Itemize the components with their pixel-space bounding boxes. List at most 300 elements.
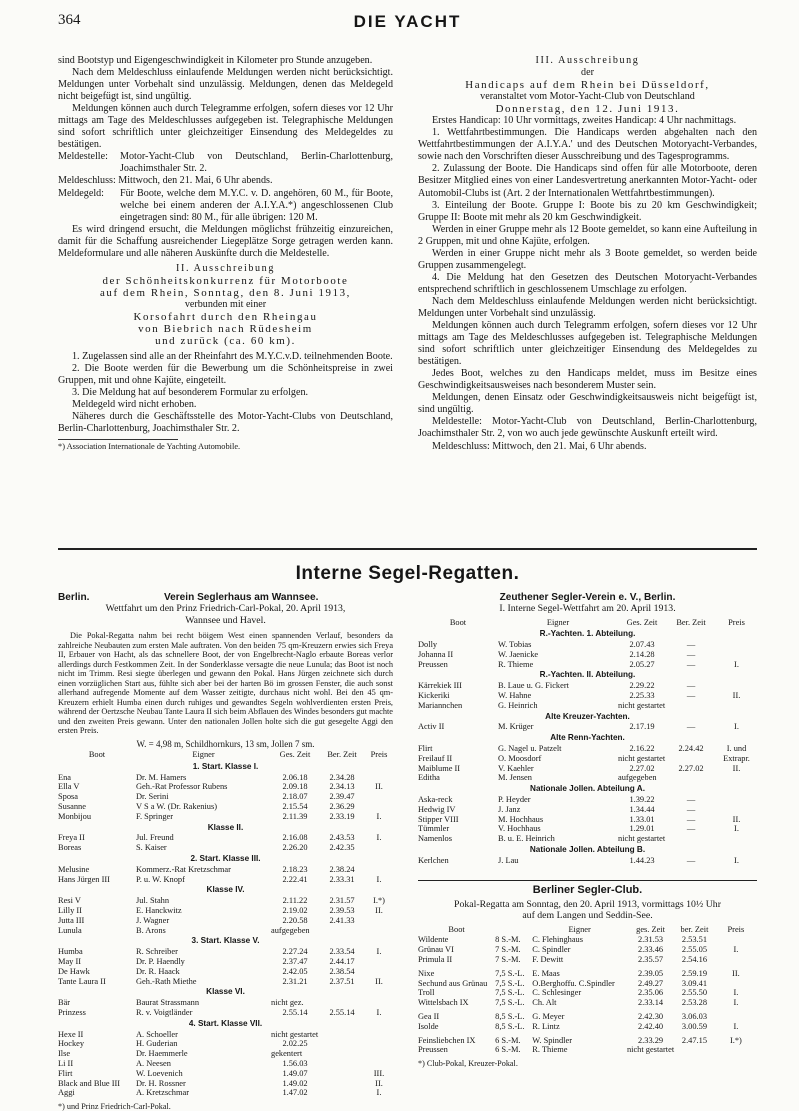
table-row [58,906,393,916]
owner-name: R. Thieme [498,659,534,669]
paragraph: 4. Die Meldung hat den Gesetzen des Deutschen Motoryacht-Verbandes entsprechend schriftlich in geschlossenem Umschlage zu erfolgen. [418,271,757,295]
total-time: nicht gestartet [271,1029,319,1039]
total-time: 2.16.22 [629,744,655,754]
table-row [58,843,393,853]
corrected-time [319,1059,365,1069]
corrected-time: 2.53.28 [681,998,708,1008]
class-label: Alte Kreuzer-Yachten. [545,711,630,721]
corrected-time [666,834,716,844]
table-row [58,792,393,802]
owner-name: E. Maas [532,968,560,978]
class-heading [418,669,757,681]
prize: I. [733,998,739,1008]
class-label: 1. Start. Klasse I. [192,761,259,771]
boat-name: Johanna II [418,649,454,659]
paragraph: Nach dem Meldeschluss einlaufende Meldungen werden nicht berücksichtigt. Meldungen unter Vorbehalt sind unzulässig. [418,295,757,319]
total-time: 1.47.02 [282,1088,308,1098]
corrected-time: 2.33.19 [329,811,355,821]
prize [365,1049,393,1059]
total-time: 2.14.28 [629,649,655,659]
table-row [418,795,757,805]
owner-name: J. Lau [498,855,519,865]
prize: II. [732,814,741,824]
prize: I. und [726,744,747,754]
prize [715,935,757,945]
boat-class: 8,5 S.-L. [495,1012,525,1021]
corrected-time: — [686,855,696,865]
table-row [418,998,757,1008]
table-row [58,947,393,957]
total-time: 2.16.08 [282,833,308,843]
corrected-time: 2.59.19 [681,968,708,978]
owner-name: W. Jaenicke [498,649,539,659]
main-heading: Interne Segel-Regatten. [295,563,520,584]
table-row [418,754,757,764]
total-time: 1.49.02 [282,1078,308,1088]
total-time: 2.25.33 [629,691,655,701]
total-time: 2.35.06 [637,988,664,998]
total-time: 2.27.24 [282,947,308,957]
prize: I. [734,722,739,732]
prize: I. [376,833,382,843]
boat-name: Wittelsbach IX [418,998,469,1008]
owner-name: P. Heyder [498,795,531,805]
paragraph: Näheres durch die Geschäftsstelle des Motor-Yacht-Clubs von Deutschland, Berlin-Charlottenburg, Joachimsthaler Str. 2. [58,411,393,435]
class-heading [58,853,393,865]
table-row [418,856,757,866]
total-time: gekentert [271,1049,303,1059]
corrected-time: — [686,804,696,814]
prize: I. [376,1088,382,1098]
prize [716,773,757,783]
section-divider [58,548,757,550]
total-time: 2.29.22 [629,681,655,691]
total-time: 1.39.22 [629,795,655,805]
boat-name: Dolly [418,640,438,650]
class-label: 4. Start. Klasse VII. [188,1018,263,1028]
boat-name: Editha [418,773,440,783]
total-time: nicht gestartet [618,753,666,763]
footnote-rule [58,439,178,440]
race-subtitle: I. Interne Segel-Wettfahrt am 20. April 1913. [499,603,676,614]
corrected-time: 2.33.31 [329,874,355,884]
class-heading [58,935,393,947]
owner-name: W. Hahne [498,691,532,701]
table-row [418,744,757,754]
section-line: Donnerstag, den 12. Juni 1913. [495,103,680,116]
total-time: 2.20.58 [282,915,308,925]
boat-name: Isolde [418,1021,439,1031]
corrected-time [319,1049,365,1059]
prize [715,955,757,965]
corrected-time: 2.55.14 [329,1007,355,1017]
boat-name: Freilauf II [418,753,453,763]
prize [365,792,393,802]
prize: II. [375,905,383,915]
corrected-time: 2.53.51 [681,935,708,945]
column-header: Preis [370,750,388,760]
corrected-time: — [686,814,696,824]
club-heading [58,592,393,603]
owner-name: O.Berghoffu. C.Spindler [532,978,615,988]
prize: II. [732,763,741,773]
owner-name: Jul. Freund [136,833,174,843]
corrected-time [319,1069,365,1079]
boat-name: Bär [58,998,71,1008]
owner-name: G. Meyer [532,1012,565,1021]
table-row [418,691,757,701]
boat-name: Preussen [418,1045,448,1055]
boat-name: Melusine [58,864,90,874]
prize: I. [734,659,739,669]
total-time: 2.18.07 [282,792,308,802]
corrected-time: 2.38.54 [329,966,355,976]
corrected-time: 2.44.17 [329,956,355,966]
table-row [58,782,393,792]
boat-name: Kerlchen [418,855,449,865]
prize [365,1030,393,1040]
race-report: Die Pokal-Regatta nahm bei recht böigem West einen spannenden Verlauf, besonders da zahlreiche Neubauten zum ersten Male auftraten. Von den beiden 75 qm-Kreuzern erwies sich Freya II, Erbauer von Hacht, als das schnellere Boot, der von Engelbrecht-Naglo erbaute Boreas verlor allerdings durch Festkommen Zeit. In der Sonderklasse versagte die neue Lunula; das Boot ist noch nicht im Trimm. Resi siegte überlegen und gewann den Pokal. Hans Jürgen zeichnete sich durch einen vorzüglichen Start aus, fühlte sich aber bei der harten Bö im grossen Fenster, die auch sonst allerhand aufregende Momente auf dem Wasser zeitigte, durchaus nicht wohl. Bei den 45 qm-Kreuzern erhielt Humba einen durch ruhiges und gewandtes Segeln wohlverdienten ersten Preis, während der Oertzsche Neubau Tante Laura II sich beim Abflauen des Windes besonders gut machte und den zweiten Preis gewann. Unter den nationalen Jollen holte sich die gut gesegelte Aggi den ersten Preis. [58,631,393,736]
total-time: 2.05.27 [629,659,655,669]
owner-name: W. Spindler [532,1035,572,1045]
column-header: Preis [727,924,745,934]
prize: I. [733,1021,739,1031]
boat-name: Kickeriki [418,691,450,701]
course-info: W. = 4,98 m, Schildhornkurs, 13 sm, Jollen 7 sm. [136,739,315,750]
owner-name: Baurat Strassmann [136,998,200,1008]
table-row [418,1036,757,1046]
prize [365,957,393,967]
table-row [418,764,757,774]
boat-name: Black and Blue III [58,1078,121,1088]
table-row [418,681,757,691]
corrected-time: — [686,649,696,659]
paragraph: Erstes Handicap: 10 Uhr vormittags, zweites Handicap: 4 Uhr nachmittags. [432,115,737,127]
prize: II. [732,691,741,701]
owner-name: F. Dewitt [532,955,564,965]
table-row [58,1059,393,1069]
section-heading: III. Ausschreibung [535,55,640,66]
paragraph: Meldestelle: Motor-Yacht-Club von Deutschland, Berlin-Charlottenburg, Joachimsthaler Str. 2, von wo auch jede gewünschte Auskunft erteilt wird. [418,416,757,440]
table-row [58,1008,393,1018]
prize [365,843,393,853]
column-header: Ber. Zeit [327,750,357,760]
table-row [58,998,393,1008]
boat-name: Hedwig IV [418,804,456,814]
owner-name: B. Laue u. G. Fickert [498,681,569,691]
table-row [58,1069,393,1079]
results-table [418,925,757,1056]
owner-name: R. Schreiber [136,947,178,957]
total-time: 1.44.23 [629,855,655,865]
total-time: 2.07.43 [629,640,655,650]
paragraph: Meldungen können auch durch Telegramm erfolgen, sofern dieses vor 12 Uhr mittags am Tage des Meldeschlusses aufgegeben ist. Telegraphische Meldungen sind sofort schriftlich unter gleichzeitiger Einsendung des Meldegeldes zu bestätigen. [418,320,757,368]
table-row [418,640,757,650]
boat-name: Ella V [58,782,80,792]
right-top-column [418,55,757,453]
prize [365,802,393,812]
total-time: 2.37.47 [282,956,308,966]
column-header: Eigner [568,924,591,934]
boat-name: Hexe II [58,1029,84,1039]
column-header: Ges. Zeit [626,617,658,627]
table-row [418,722,757,732]
corrected-time [666,773,716,783]
total-time: 2.35.57 [637,955,664,965]
table-row [418,824,757,834]
total-time: 2.31.21 [282,976,308,986]
corrected-time [319,1039,365,1049]
total-time: 2.22.41 [282,874,308,884]
boat-class: 7 S.-M. [495,955,521,965]
boat-name: Humba [58,947,83,957]
corrected-time: 2.42.35 [329,843,355,853]
left-top-column [58,55,393,452]
total-time: 2.27.02 [629,763,655,773]
section-line: auf dem Rhein, Sonntag, den 8. Juni 1913, [99,286,352,299]
corrected-time: — [686,722,696,732]
corrected-time: 2.39.47 [329,792,355,802]
corrected-time [319,1088,365,1098]
table-row [418,815,757,825]
prize: I. [376,811,382,821]
boat-name: Resi V [58,896,81,906]
total-time: 2.42.30 [637,1012,664,1021]
corrected-time: 2.37.51 [329,976,355,986]
prize: II. [375,976,383,986]
boat-name: Hans Jürgen III [58,874,110,884]
table-row [58,916,393,926]
owner-name: A. Schoeller [136,1029,178,1039]
boat-name: Primula II [418,955,453,965]
corrected-time: — [686,795,696,805]
boat-name: Boreas [58,843,82,853]
boat-class: 7 S.-M. [495,945,521,955]
table-header [418,618,757,629]
race-subtitle: Pokal-Regatta am Sonntag, den 20. April 1913, vormittags 10½ Uhr [454,898,721,910]
total-time: 2.33.29 [637,1035,664,1045]
paragraph: Meldeschluss: Mittwoch, den 21. Mai, 6 Uhr abends. [432,440,647,452]
total-time: 2.02.25 [282,1039,308,1049]
paragraph: Meldegeld wird nicht erhoben. [72,399,197,411]
owner-name: B. u. E. Heinrich [498,834,555,844]
corrected-time [666,701,716,711]
boat-name: Feinsliebchen IX [418,1035,476,1045]
table-row [418,834,757,844]
table-row [418,805,757,815]
class-label: Klasse II. [207,822,244,832]
table-row [58,1049,393,1059]
class-heading [418,711,757,723]
prize [715,1045,757,1055]
owner-name: B. Arons [136,925,166,935]
class-heading [58,761,393,773]
corrected-time: — [686,659,696,669]
prize [365,926,393,936]
table-row [418,955,757,965]
owner-name: C. Schlesinger [532,988,582,998]
column-header [495,925,532,936]
corrected-time: 2.39.53 [329,905,355,915]
section-line: Handicaps auf dem Rhein bei Düsseldorf, [465,79,710,92]
boat-name: Mariannchen [418,700,463,710]
boat-name: Maiblume II [418,763,461,773]
table-row [418,1022,757,1032]
table-row [58,1030,393,1040]
table-row [58,926,393,936]
meldeschluss: Meldeschluss: Mittwoch, den 21. Mai, 6 Uhr abends. [58,175,273,187]
boat-name: Sechund aus Grünau [418,978,488,988]
owner-name: S. Kaiser [136,843,167,853]
corrected-time: 2.27.02 [678,763,704,773]
prize [715,1012,757,1022]
paragraph: 1. Wettfahrtbestimmungen. Die Handicaps werden abgehalten nach den Wettfahrtbestimmungen der A.I.Y.A.' und des Deutschen Motoryacht-Verbandes, sowie nach den Vorschriften dieser Ausschreibung und des Tagesprogramms. [418,127,757,163]
total-time: 2.11.39 [282,811,308,821]
column-header: Boot [88,750,106,760]
bsc-section [418,880,757,1069]
prize [716,805,757,815]
class-label: R.-Yachten. II. Abteilung. [539,670,636,680]
table-row [418,979,757,989]
prize: I. [734,855,739,865]
total-time: 2.06.18 [282,772,308,782]
table-row [58,1079,393,1089]
paragraph: 2. Zulassung der Boote. Die Handicaps sind offen für alle Motorboote, deren Besitzer Mitglied eines von einer Landesvertretung anerkannten Motor-Yacht- oder Automobil-Clubs ist (Art. 2 der Internationalen Wettfahrtbestimmungen). [418,163,757,199]
column-header: Preis [728,617,745,627]
corrected-time [319,1079,365,1089]
total-time: 2.26.20 [282,843,308,853]
paragraph: Meldungen können auch durch Telegramme erfolgen, sofern dieses vor 12 Uhr mittags am Tage des Meldeschlusses aufgegeben ist. Telegraphische Meldungen sind sofort schriftlich unter gleichzeitiger Einsendung des Meldegeldes zu bestätigen. [58,103,393,151]
prize [365,1039,393,1049]
corrected-time: 2.47.15 [681,1035,708,1045]
boat-name: Ilse [58,1049,71,1059]
table-row [58,896,393,906]
owner-name: C. Flehinghaus [532,935,583,945]
owner-name: Ch. Alt [532,998,557,1008]
owner-name: M. Jensen [498,773,532,783]
class-label: Nationale Jollen. Abteilung A. [530,784,645,794]
boat-class: 7,5 S.-L. [495,988,525,998]
city-label: Berlin. [58,592,90,603]
prize: I. [733,988,739,998]
prize [365,773,393,783]
table-row [418,701,757,711]
total-time: 2.18.23 [282,864,308,874]
section-line: von Biebrich nach Rüdesheim [138,323,313,336]
column-header: Ber. Zeit [676,617,706,627]
owner-name: Dr. Serini [136,792,169,802]
prize: I. [734,824,739,834]
owner-name: J. Wagner [136,915,170,925]
boat-name: Jutta III [58,915,85,925]
class-label: Nationale Jollen. Abteilung B. [529,845,646,855]
corrected-time [666,754,716,764]
paragraph: Meldungen, denen Einsatz oder Geschwindigkeitsausweis nicht beigefügt ist, sind ungültig. [418,392,757,416]
boat-name: May II [58,956,82,966]
boat-name: Nixe [418,968,435,978]
corrected-time: 2.34.13 [329,782,355,792]
boat-name: Tante Laura II [58,976,106,986]
total-time: 2.15.54 [282,802,308,811]
results-table [58,750,393,1098]
prize: I.*) [373,896,385,906]
column-header: Boot [449,617,467,627]
corrected-time [319,926,365,936]
owner-name: H. Guderian [136,1039,178,1049]
column-header: Eigner [546,617,570,627]
prize [715,979,757,989]
boat-class: 8,5 S.-L. [495,1021,525,1031]
owner-name: V. Hochhaus [498,824,541,834]
column-header: Boot [448,924,465,934]
table-row [58,1088,393,1098]
boat-name: Ena [58,772,72,782]
owner-name: M. Hochhaus [498,814,544,824]
total-time: 2.55.14 [282,1007,308,1017]
table-row [418,935,757,945]
prize: I. [733,945,739,955]
total-time: nicht gez. [271,998,304,1008]
table-row [58,812,393,822]
corrected-time: 2.38.24 [329,864,355,874]
berlin-results [58,592,393,1111]
owner-name: V. Kaehler [498,763,534,773]
prize: I.*) [729,1035,742,1045]
owner-name: Dr. Haemmerle [136,1049,188,1059]
prize [365,998,393,1008]
column-header: ges. Zeit [636,924,665,934]
total-time: 1.34.44 [629,804,655,814]
boat-name: Flirt [418,744,433,754]
boat-name: Activ II [418,722,445,732]
boat-name: Gea II [418,1012,440,1021]
prize: III. [373,1068,385,1078]
owner-name: Dr. M. Hamers [136,772,187,782]
prize: II. [375,1078,383,1088]
club-heading: Berliner Segler-Club. [418,880,757,896]
corrected-time [319,1030,365,1040]
boat-name: Susanne [58,802,86,811]
paragraph: Es wird dringend ersucht, die Meldungen möglichst frühzeitig einzureichen, damit für die Schaffung ausreichender Liegeplätze Sorge getragen werden kann. Meldeformulare und alle näheren Auskünfte durch die Meldestelle. [58,223,393,259]
corrected-time: 3.09.41 [681,978,708,988]
paragraph: 3. Die Meldung hat auf besonderem Formular zu erfolgen. [72,387,309,399]
class-heading [58,986,393,998]
boat-name: Monbijou [58,811,92,821]
paragraph: Nach dem Meldeschluss einlaufende Meldungen werden nicht berücksichtigt. Meldungen unter Vorbehalt sind unzulässig. Meldungen, denen das Meldegeld nicht beigefügt ist, sind ungültig. [58,67,393,103]
table-row [58,875,393,885]
paragraph: 3. Einteilung der Boote. Gruppe I: Boote bis zu 20 km Geschwindigkeit; Gruppe II: Boote mit mehr als 20 km Geschwindigkeit. [418,199,757,223]
section-heading: II. Ausschreibung [176,262,275,274]
owner-name: A. Neesen [136,1058,171,1068]
owner-name: Kommerz.-Rat Kretzschmar [136,864,231,874]
corrected-time: 2.55.50 [681,988,708,998]
prize: II. [375,782,383,792]
paragraph: Werden in einer Gruppe nicht mehr als 3 Boote gemeldet, so werden beide Gruppen zusammengelegt. [418,247,757,271]
race-subtitle: Wettfahrt um den Prinz Friedrich-Carl-Pokal, 20. April 1913, [105,603,346,614]
total-time: 2.49.27 [637,978,664,988]
class-heading [58,1018,393,1030]
page-header [58,10,757,34]
boat-class: 7,5 S.-L. [495,978,525,988]
race-subtitle: auf dem Langen und Seddin-See. [522,910,653,922]
boat-name: Lunula [58,925,82,935]
owner-name: Geh.-Rath Miethe [136,976,197,986]
owner-name: P. u. W. Knopf [136,874,185,884]
owner-name: R. Thieme [532,1045,568,1055]
corrected-time: 2.41.33 [329,915,355,925]
total-time: 2.19.02 [282,905,308,915]
boat-name: Grünau VI [418,945,454,955]
